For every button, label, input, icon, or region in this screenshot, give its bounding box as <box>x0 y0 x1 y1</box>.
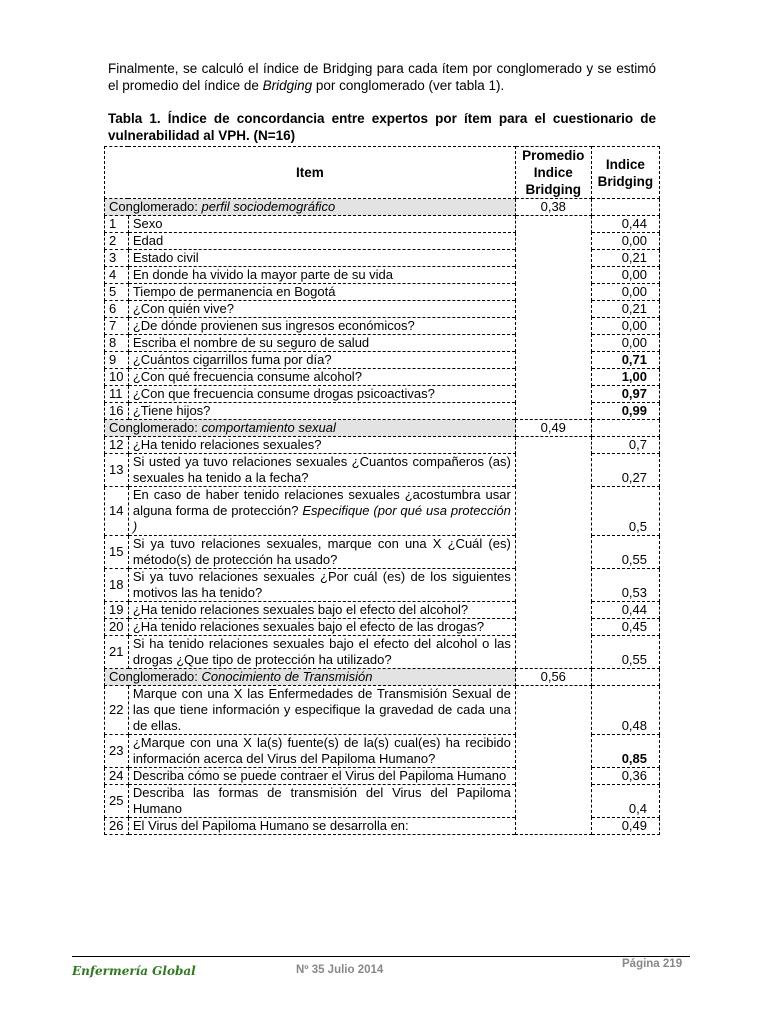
indice-value: 0,53 <box>591 569 659 602</box>
item-number: 24 <box>105 768 129 785</box>
item-text-cell <box>128 569 515 602</box>
promedio-empty <box>515 437 591 669</box>
item-text-cell <box>128 403 515 420</box>
item-text: ¿Ha tenido relaciones sexuales bajo el efecto del alcohol? <box>132 602 469 617</box>
cluster-promedio: 0,56 <box>515 669 591 686</box>
indice-value: 0,97 <box>591 386 659 403</box>
intro-text-2: por conglomerado (ver tabla 1). <box>312 78 505 93</box>
item-number: 19 <box>105 602 129 619</box>
header-promedio: Promedio Indice Bridging <box>515 147 591 199</box>
item-number: 23 <box>105 735 129 768</box>
indice-value: 0,36 <box>591 768 659 785</box>
item-text-cell <box>128 216 515 233</box>
indice-value: 0,7 <box>591 437 659 454</box>
item-text-cell <box>128 250 515 267</box>
indice-value: 0,00 <box>591 284 659 301</box>
indice-value: 0,44 <box>591 602 659 619</box>
item-number: 3 <box>105 250 129 267</box>
item-number: 7 <box>105 318 129 335</box>
indice-value: 0,00 <box>591 233 659 250</box>
item-number: 9 <box>105 352 129 369</box>
indice-value: 0,45 <box>591 619 659 636</box>
table-caption <box>108 110 656 144</box>
item-text-cell <box>128 267 515 284</box>
item-text-cell <box>128 454 515 487</box>
item-text: Describa cómo se puede contraer el Virus del Papiloma Humano <box>132 768 507 783</box>
item-text-cell <box>128 619 515 636</box>
item-number: 20 <box>105 619 129 636</box>
item-text: Estado civil <box>132 250 199 265</box>
item-text: En caso de haber tenido relaciones sexuales ¿acostumbra usar alguna forma de protección? <box>132 487 511 518</box>
indice-value: 1,00 <box>591 369 659 386</box>
item-text: ¿Con qué frecuencia consume alcohol? <box>132 369 362 384</box>
item-number: 18 <box>105 569 129 602</box>
table-row <box>105 437 660 454</box>
cluster-row <box>105 669 660 686</box>
cluster-label <box>105 669 516 686</box>
item-text-cell <box>128 284 515 301</box>
indice-value: 0,00 <box>591 318 659 335</box>
journal-name: Enfermería Global <box>72 964 196 978</box>
intro-text-1: Finalmente, se calculó el índice de Bridging para cada ítem por conglomerado y se estimó el promedio del índice de <box>108 61 656 93</box>
item-text-cell <box>128 318 515 335</box>
cluster-indice-blank <box>591 420 659 437</box>
caption-text-part1: . Índice de concordancia entre expertos por ítem para el cuestionario de vulnerabilidad al VPH. (N=16) <box>108 111 656 143</box>
item-text: Si ha tenido relaciones sexuales bajo el efecto del alcohol o las drogas ¿Que tipo de protección ha utilizado? <box>132 636 511 667</box>
indice-value: 0,27 <box>591 454 659 487</box>
item-text: El Virus del Papiloma Humano se desarrolla en: <box>132 818 409 833</box>
item-text: Marque con una X las Enfermedades de Transmisión Sexual de las que tiene información y especifique la gravedad de cada una de ellas. <box>132 686 511 733</box>
item-text-italic: Especifique (por qué usa protección ) <box>132 503 511 534</box>
item-text: Si ya tuvo relaciones sexuales, marque con una X ¿Cuál (es) método(s) de protección ha usado? <box>132 536 511 567</box>
indice-value: 0,44 <box>591 216 659 233</box>
cluster-label <box>105 199 516 216</box>
item-text-cell <box>128 335 515 352</box>
table-body <box>105 199 660 835</box>
item-text-cell <box>128 437 515 454</box>
item-text-cell <box>128 301 515 318</box>
intro-italic: Bridging <box>262 78 313 93</box>
indice-value: 0,4 <box>591 785 659 818</box>
cluster-prefix: Conglomerado: <box>109 669 202 684</box>
cluster-indice-blank <box>591 669 659 686</box>
cluster-indice-blank <box>591 199 659 216</box>
item-number: 5 <box>105 284 129 301</box>
item-text-cell <box>128 686 515 735</box>
header-indice: Indice Bridging <box>591 147 659 199</box>
item-number: 15 <box>105 536 129 569</box>
item-number: 22 <box>105 686 129 735</box>
item-number: 10 <box>105 369 129 386</box>
item-text: Sexo <box>132 216 163 231</box>
indice-value: 0,00 <box>591 335 659 352</box>
item-number: 13 <box>105 454 129 487</box>
item-number: 16 <box>105 403 129 420</box>
item-text-cell <box>128 818 515 835</box>
item-text: ¿Marque con una X la(s) fuente(s) de la(s) cual(es) ha recibido información acerca del Virus del Papiloma Humano? <box>132 735 511 766</box>
cluster-row <box>105 420 660 437</box>
item-number: 2 <box>105 233 129 250</box>
item-text-cell <box>128 487 515 536</box>
indice-value: 0,48 <box>591 686 659 735</box>
indice-value: 0,55 <box>591 636 659 669</box>
indice-value: 0,55 <box>591 536 659 569</box>
indice-value: 0,99 <box>591 403 659 420</box>
item-text-cell <box>128 636 515 669</box>
item-text: Edad <box>132 233 164 248</box>
issue-info: Nº 35 Julio 2014 <box>296 964 384 976</box>
header-row <box>105 147 660 199</box>
page-number: Página 219 <box>622 958 683 970</box>
item-number: 25 <box>105 785 129 818</box>
table-row <box>105 216 660 233</box>
item-text: Tiempo de permanencia en Bogotá <box>132 284 336 299</box>
item-text-cell <box>128 768 515 785</box>
indice-value: 0,49 <box>591 818 659 835</box>
item-number: 21 <box>105 636 129 669</box>
indice-value: 0,21 <box>591 301 659 318</box>
table-container <box>104 146 660 835</box>
cluster-name: perfil sociodemográfico <box>201 199 336 214</box>
cluster-label <box>105 420 516 437</box>
item-number: 11 <box>105 386 129 403</box>
promedio-empty <box>515 216 591 420</box>
footer-divider <box>72 956 690 957</box>
item-text: En donde ha vivido la mayor parte de su vida <box>132 267 394 282</box>
item-text-cell <box>128 735 515 768</box>
item-text-cell <box>128 233 515 250</box>
bridging-table <box>104 146 660 835</box>
table-row <box>105 686 660 735</box>
item-text-cell <box>128 602 515 619</box>
cluster-prefix: Conglomerado: <box>109 199 202 214</box>
item-number: 12 <box>105 437 129 454</box>
item-text: Escriba el nombre de su seguro de salud <box>132 335 370 350</box>
header-item: Item <box>105 147 516 199</box>
item-number: 1 <box>105 216 129 233</box>
item-text: ¿Tiene hijos? <box>132 403 211 418</box>
item-text-cell <box>128 386 515 403</box>
cluster-prefix: Conglomerado: <box>109 420 202 435</box>
item-text: ¿De dónde provienen sus ingresos económicos? <box>132 318 415 333</box>
item-text: ¿Ha tenido relaciones sexuales bajo el efecto de las drogas? <box>132 619 485 634</box>
item-text: ¿Con quién vive? <box>132 301 235 316</box>
item-text: Describa las formas de transmisión del Virus del Papiloma Humano <box>132 785 511 816</box>
indice-value: 0,71 <box>591 352 659 369</box>
item-text: ¿Con que frecuencia consume drogas psicoactivas? <box>132 386 435 401</box>
item-number: 14 <box>105 487 129 536</box>
cluster-name: Conocimiento de Transmisión <box>201 669 373 684</box>
indice-value: 0,5 <box>591 487 659 536</box>
item-number: 8 <box>105 335 129 352</box>
indice-value: 0,85 <box>591 735 659 768</box>
item-text: ¿Cuántos cigarrillos fuma por día? <box>132 352 332 367</box>
cluster-promedio: 0,49 <box>515 420 591 437</box>
promedio-empty <box>515 686 591 835</box>
item-text-cell <box>128 536 515 569</box>
intro-paragraph <box>108 60 656 94</box>
cluster-row <box>105 199 660 216</box>
item-text: ¿Ha tenido relaciones sexuales? <box>132 437 322 452</box>
item-text-cell <box>128 352 515 369</box>
item-text: Si usted ya tuvo relaciones sexuales ¿Cuantos compañeros (as) sexuales ha tenido a la fecha? <box>132 454 511 485</box>
cluster-promedio: 0,38 <box>515 199 591 216</box>
cluster-name: comportamiento sexual <box>201 420 336 435</box>
item-text-cell <box>128 785 515 818</box>
item-number: 6 <box>105 301 129 318</box>
indice-value: 0,00 <box>591 267 659 284</box>
indice-value: 0,21 <box>591 250 659 267</box>
item-number: 4 <box>105 267 129 284</box>
item-text: Si ya tuvo relaciones sexuales ¿Por cuál (es) de los siguientes motivos las ha tenido? <box>132 569 511 600</box>
caption-label: Tabla 1 <box>108 111 157 126</box>
item-number: 26 <box>105 818 129 835</box>
item-text-cell <box>128 369 515 386</box>
